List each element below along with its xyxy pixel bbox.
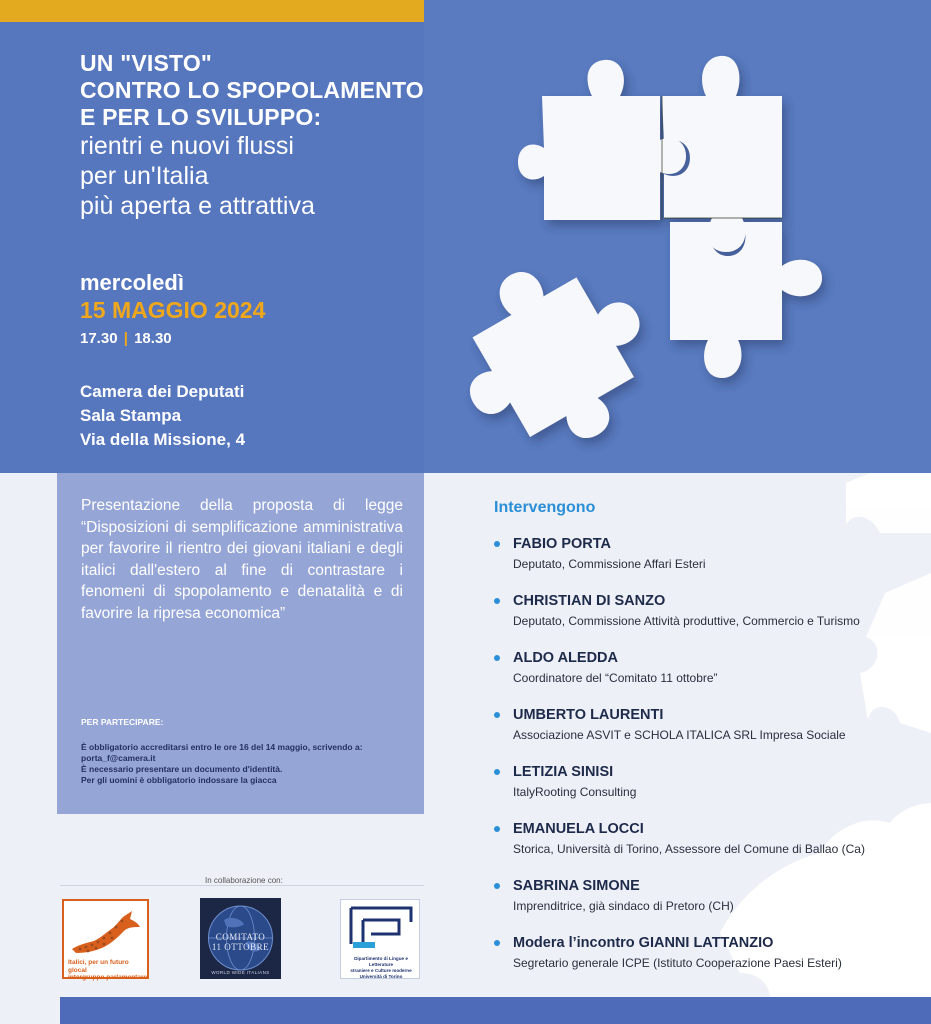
header-band — [0, 0, 931, 473]
bullet-icon — [494, 712, 500, 718]
speaker-item — [494, 706, 914, 763]
time-separator: | — [123, 330, 128, 347]
title-line: CONTRO LO SPOPOLAMENTO — [80, 77, 424, 103]
subtitle-line: per un'Italia — [80, 162, 209, 190]
time-start: 17.30 — [80, 330, 118, 347]
logo-text-line: Italici, per un futuro glocal — [68, 959, 129, 974]
time-end: 18.30 — [134, 330, 172, 347]
event-title — [80, 50, 424, 221]
collaboration-label: In collaborazione con: — [205, 876, 283, 885]
event-weekday: mercoledì — [80, 270, 184, 295]
logo-text-line: COMITATO — [215, 932, 266, 942]
speaker-role: Deputato, Commissione Affari Esteri — [513, 557, 706, 571]
intro-panel — [57, 473, 424, 814]
venue-line: Via della Missione, 4 — [80, 430, 246, 449]
subtitle-line: più aperta e attrattiva — [80, 192, 315, 220]
logo-text-line: straniere e Culture moderne — [350, 968, 412, 973]
speaker-name: ALDO ALEDDA — [513, 650, 618, 666]
event-venue — [80, 380, 245, 452]
speaker-name: FABIO PORTA — [513, 536, 612, 552]
comitato-logo-subtext: WORLD WIDE ITALIANS — [211, 970, 270, 975]
speaker-role: Associazione ASVIT e SCHOLA ITALICA SRL Impresa Sociale — [513, 728, 846, 742]
department-emblem-icon — [341, 900, 421, 956]
italici-logo — [62, 899, 149, 979]
bullet-icon — [494, 769, 500, 775]
logo-text-line: Università di Torino — [359, 974, 403, 979]
speakers-list — [494, 499, 914, 991]
participation-title: PER PARTECIPARE: — [81, 717, 164, 727]
bullet-icon — [494, 541, 500, 547]
title-line: E PER LO SVILUPPO: — [80, 104, 322, 130]
speakers-title: Intervengono — [494, 499, 596, 516]
divider — [60, 885, 424, 886]
speaker-item — [494, 820, 914, 877]
venue-line: Camera dei Deputati — [80, 382, 245, 401]
bullet-icon — [494, 940, 500, 946]
italy-boot-icon — [68, 905, 144, 957]
speaker-role: Deputato, Commissione Attività produttive, Commercio e Turismo — [513, 614, 860, 628]
speaker-item — [494, 592, 914, 649]
participation-info — [81, 717, 411, 786]
logo-text-line: intergruppo parlamentare — [68, 974, 148, 981]
puzzle-pieces-image — [424, 0, 931, 473]
moderator-name: Modera l’incontro GIANNI LATTANZIO — [513, 935, 774, 951]
speaker-name: LETIZIA SINISI — [513, 764, 614, 780]
participation-line: Per gli uomini è obbligatorio indossare la giacca — [81, 775, 277, 785]
speaker-role: Coordinatore del “Comitato 11 ottobre” — [513, 671, 718, 685]
speaker-item — [494, 535, 914, 592]
event-time — [80, 328, 265, 350]
speaker-role: Imprenditrice, già sindaco di Pretoro (CH) — [513, 899, 734, 913]
comitato-11-ottobre-logo — [200, 898, 281, 979]
speaker-item — [494, 934, 914, 991]
bullet-icon — [494, 826, 500, 832]
speaker-role: ItalyRooting Consulting — [513, 785, 637, 799]
participation-line: È necessario presentare un documento d'identità. — [81, 764, 283, 774]
event-datetime — [80, 270, 265, 350]
subtitle-line: rientri e nuovi flussi — [80, 132, 294, 160]
speaker-name: UMBERTO LAURENTI — [513, 707, 664, 723]
italici-logo-text — [68, 959, 148, 982]
speaker-name: SABRINA SIMONE — [513, 878, 640, 894]
title-line: UN "VISTO" — [80, 50, 213, 76]
speaker-name: CHRISTIAN DI SANZO — [513, 593, 666, 609]
bullet-icon — [494, 655, 500, 661]
universita-logo-text — [344, 956, 418, 980]
comitato-logo-text — [200, 932, 281, 952]
speaker-item — [494, 763, 914, 820]
logo-text-line: Dipartimento di Lingue e Letterature — [354, 956, 408, 967]
event-date: 15 MAGGIO 2024 — [80, 297, 266, 323]
speaker-role: Segretario generale ICPE (Istituto Cooperazione Paesi Esteri) — [513, 956, 842, 970]
speaker-item — [494, 877, 914, 934]
footer-bar — [60, 997, 931, 1024]
venue-line: Sala Stampa — [80, 406, 182, 425]
speaker-role: Storica, Università di Torino, Assessore del Comune di Ballao (Ca) — [513, 842, 865, 856]
logo-text-line: 11 OTTOBRE — [211, 942, 270, 952]
accent-bar — [0, 0, 424, 22]
bullet-icon — [494, 883, 500, 889]
speaker-item — [494, 649, 914, 706]
bullet-icon — [494, 598, 500, 604]
universita-torino-logo — [340, 899, 420, 979]
speaker-name: EMANUELA LOCCI — [513, 821, 644, 837]
intro-text: Presentazione della proposta di legge “Disposizioni di semplificazione amministrativa per favorire il rientro dei giovani italiani e degli italici dall'estero al fine di contrastare i fenomeni di spopolamento e denatalità e di favorire la ripresa economica” — [81, 497, 403, 622]
participation-line: È obbligatorio accreditarsi entro le ore 16 del 14 maggio, scrivendo a: porta_f@camera.it — [81, 742, 363, 763]
